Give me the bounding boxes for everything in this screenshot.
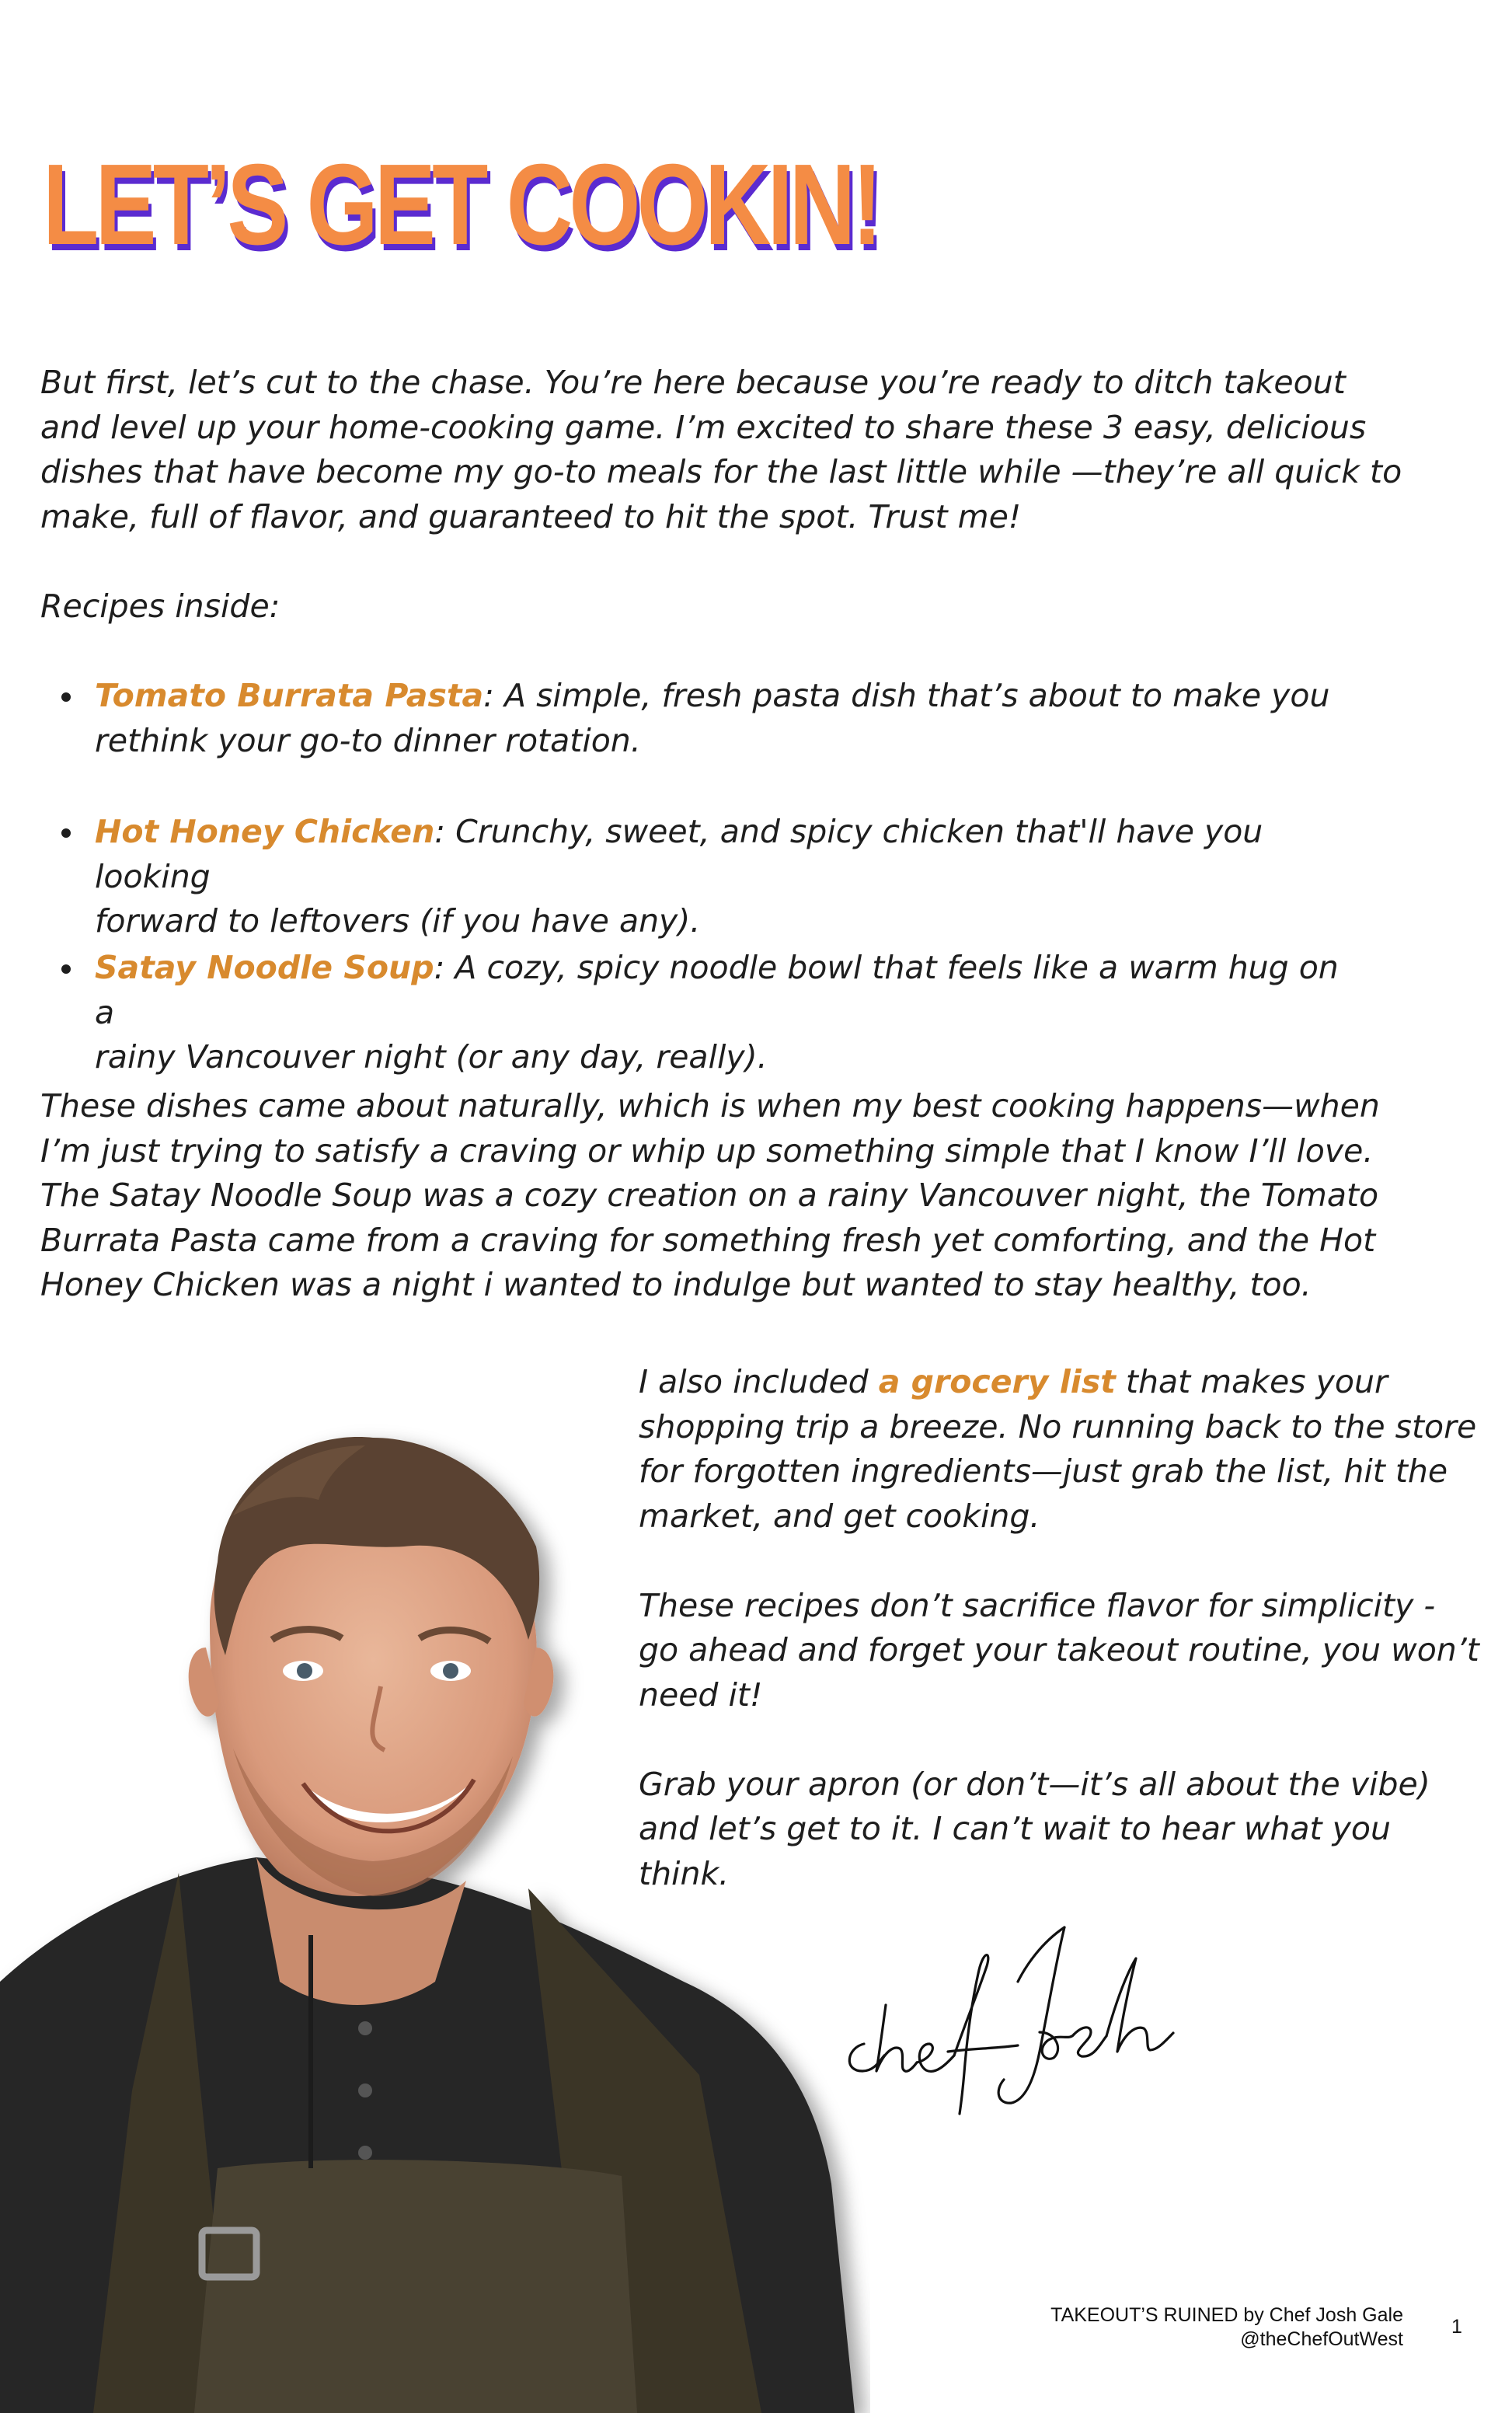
footer (1050, 2303, 1403, 2352)
intro-paragraph (40, 361, 1439, 539)
story-line: These dishes came about naturally, which is when my best cooking happens—when (40, 1087, 1380, 1125)
recipe-item-tomato-burrata-pasta (95, 674, 1353, 763)
grocery-line: that makes your (1115, 1363, 1388, 1400)
apron-paragraph (639, 1763, 1493, 1897)
story-line: Honey Chicken was a night i wanted to indulge but wanted to stay healthy, too. (40, 1266, 1312, 1303)
intro-line: make, full of flavor, and guaranteed to hit the spot. Trust me! (40, 497, 1022, 535)
apron-line: think. (639, 1854, 730, 1892)
chef-josh-signature (831, 1896, 1204, 2122)
story-line: The Satay Noodle Soup was a cozy creation on a rainy Vancouver night, the Tomato (40, 1177, 1379, 1214)
apron-line: and let’s get to it. I can’t wait to hear what you (639, 1810, 1391, 1847)
footer-book-credit: TAKEOUT’S RUINED by Chef Josh Gale (1050, 2304, 1403, 2326)
intro-line: and level up your home-cooking game. I’m excited to share these 3 easy, delicious (40, 408, 1367, 446)
recipe-description: rainy Vancouver night (or any day, really). (95, 1038, 768, 1076)
page-title: LET’S GET COOKIN! (43, 141, 880, 269)
grocery-line: market, and get cooking. (639, 1497, 1040, 1535)
story-line: I’m just trying to satisfy a craving or whip up something simple that I know I’ll love. (40, 1132, 1374, 1170)
signature-text: chef Josh (831, 1896, 835, 1897)
recipe-item-satay-noodle-soup (95, 946, 1353, 1080)
right-column (639, 1360, 1493, 1941)
grocery-line: shopping trip a breeze. No running back to the store (639, 1407, 1477, 1445)
grocery-line: for forgotten ingredients—just grab the list, hit the (639, 1452, 1448, 1490)
recipe-name[interactable]: Hot Honey Chicken (95, 813, 435, 850)
recipes-heading: Recipes inside: (40, 588, 280, 625)
recipe-description: : A cozy, spicy noodle bowl that feels like a warm hug on a (95, 949, 1339, 1031)
recipe-name[interactable]: Tomato Burrata Pasta (95, 677, 484, 714)
simplicity-paragraph (639, 1584, 1493, 1718)
recipe-name[interactable]: Satay Noodle Soup (95, 949, 434, 986)
intro-line: dishes that have become my go-to meals for the last little while —they’re all quick to (40, 453, 1402, 490)
recipe-description: : Crunchy, sweet, and spicy chicken that'll have you looking (95, 813, 1263, 895)
recipe-description: forward to leftovers (if you have any). (95, 902, 701, 940)
story-line: Burrata Pasta came from a craving for something fresh yet comforting, and the Hot (40, 1221, 1376, 1259)
intro-line: But first, let’s cut to the chase. You’re here because you’re ready to ditch takeout (40, 364, 1346, 401)
simplicity-line: These recipes don’t sacrifice flavor for simplicity - (639, 1586, 1436, 1624)
recipe-item-hot-honey-chicken (95, 810, 1353, 944)
recipe-description: rethink your go-to dinner rotation. (95, 721, 641, 759)
grocery-paragraph (639, 1360, 1493, 1539)
recipe-description: : A simple, fresh pasta dish that’s about to make you (483, 677, 1330, 714)
grocery-list-link[interactable]: a grocery list (878, 1363, 1116, 1400)
footer-handle[interactable]: @theChefOutWest (1240, 2328, 1403, 2350)
apron-line: Grab your apron (or don’t—it’s all about the vibe) (639, 1765, 1430, 1803)
grocery-prefix: I also included (639, 1363, 879, 1400)
simplicity-line: go ahead and forget your takeout routine, you won’t (639, 1631, 1479, 1669)
simplicity-line: need it! (639, 1676, 763, 1714)
page-number: 1 (1451, 2316, 1462, 2338)
story-paragraph (40, 1084, 1455, 1308)
